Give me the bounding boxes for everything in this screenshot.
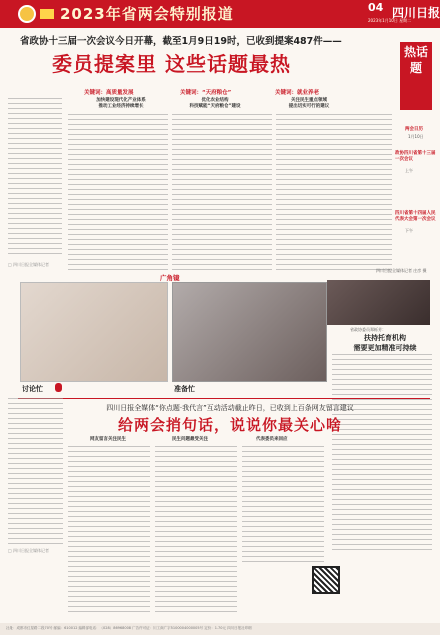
calendar-title: 两会日历	[405, 127, 423, 132]
section2-column-3	[242, 444, 324, 564]
article-column-1	[68, 112, 168, 272]
section2-headline: 给两会捎句话，说说你最关心啥	[117, 416, 342, 434]
photo-discussion	[20, 282, 168, 382]
calendar-event-1: 政协四川省第十三届一次会议	[395, 151, 436, 162]
calendar-event-2-time: 下午	[405, 228, 413, 233]
left-column-caption: □ 四川日报全媒体记者	[8, 262, 50, 267]
left-column-text	[8, 96, 62, 256]
left-column	[8, 96, 62, 271]
article-column-3	[276, 112, 392, 272]
section2-subhead-1: 网友留言关注民生	[90, 437, 126, 442]
issue-date: 2023年1月10日 星期二	[368, 18, 412, 23]
right-story-kicker: 省政协委员郑栎芳：	[350, 327, 386, 332]
article-column-2	[172, 112, 272, 272]
section2-left-column	[8, 396, 63, 553]
report-banner	[0, 0, 440, 28]
hot-topics-label: 热话题	[400, 42, 432, 110]
section-tag-wide-angle: 广角镜	[160, 274, 180, 282]
photo-tag-preparation: 准备忙	[174, 385, 195, 393]
microphone-icon	[55, 383, 62, 392]
banner-title: 2023年省两会特别报道	[60, 5, 234, 23]
keyword-subhead-1: 加快建设现代化产业体系 推动工业经济持续增长	[96, 98, 146, 109]
calendar-event-2: 四川省第十四届人民代表大会第一次会议	[395, 211, 436, 222]
photo-tag-discussion: 讨论忙	[22, 385, 43, 393]
newspaper-logo: 四川日报	[392, 6, 440, 20]
section2-left-text	[8, 396, 63, 546]
keyword-heading-3: 关键词：就业养老	[275, 90, 320, 96]
calendar-date: 1月10日	[408, 134, 424, 139]
top-story-headline: 委员提案里 这些话题最热	[52, 52, 291, 76]
top-story-kicker: 省政协十三届一次会议今日开幕，截至1月9日19时，已收到提案487件——	[20, 36, 342, 47]
keyword-heading-2: 关键词：“天府粮仓”	[180, 90, 232, 96]
right-story-text	[332, 352, 432, 552]
section2-column-2	[155, 444, 237, 614]
page-footer: 社址：成都市红星路二段70号 邮编：610012 编辑部电话：（028）86968008 广告许可证：川工商广字5100004000005号 定价：1.70元 四川日报社印刷	[0, 623, 440, 635]
keyword-heading-1: 关键词：高质量发展	[84, 90, 134, 96]
flag-icon	[40, 9, 54, 19]
section2-column-1	[68, 444, 150, 614]
section2-subhead-3: 代表委员来回应	[256, 437, 288, 442]
section2-kicker: 四川日报全媒体“你点题·我代言”互动活动截止昨日，已收到上百条网友留言建议	[106, 404, 354, 412]
photo-member-portrait	[327, 280, 430, 325]
calendar-event-1-time: 上午	[405, 168, 413, 173]
emblem-icon	[18, 5, 36, 23]
qr-code-icon	[312, 566, 340, 594]
section2-subhead-2: 民生问题最受关注	[172, 437, 208, 442]
section-divider	[18, 398, 430, 399]
right-story-headline: 扶持托育机构 需要更加精准可持续	[353, 334, 417, 352]
page-number: 04	[368, 1, 384, 14]
sidebar-credit: 四川日报全媒体记者 庄彦 摄	[376, 268, 427, 273]
keyword-subhead-3: 关注民生重点领域 提出切实可行的建议	[288, 98, 330, 109]
keyword-subhead-2: 优化农业结构 科技赋能“天府粮仓”建设	[189, 98, 241, 109]
section2-left-caption: □ 四川日报全媒体记者	[8, 548, 50, 553]
photo-preparation	[172, 282, 327, 382]
